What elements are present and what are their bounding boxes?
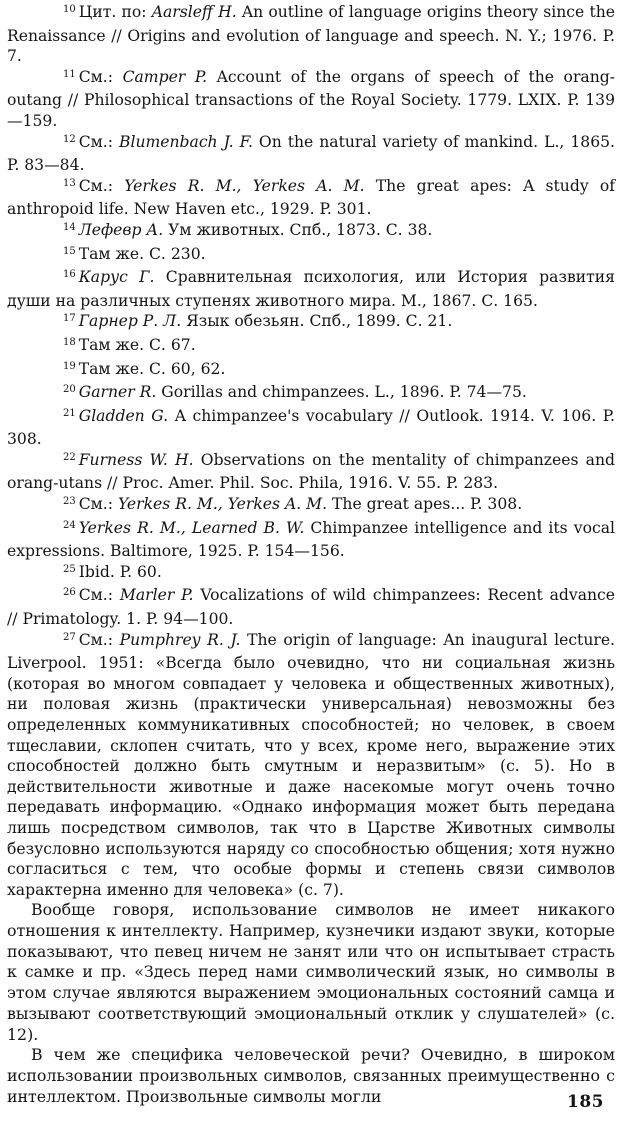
footnote-number: 20 [63, 384, 76, 396]
footnote-prefix: См.: [78, 630, 120, 649]
footnote-author: Yerkes R. M., Learned B. W. [78, 518, 305, 537]
footnote-text: The great apes: A study of anthropoid life. New Haven etc., 1929. P. 301. [7, 176, 615, 219]
footnote-text: Observations on the mentality of chimpanzees and orang-utans // Proc. Amer. Phil. Soc. Phila, 1916. V. 55. P. 283. [7, 450, 615, 493]
footnote [7, 585, 615, 629]
footnote-prefix: См.: [78, 586, 120, 605]
footnote-prefix: Цит. по: [78, 3, 152, 21]
body-paragraph: В чем же специфика человеческой речи? Очевидно, в широком использовании произвольных символов, связанных преимущественно с интеллектом. Произвольные символы могли [7, 1045, 615, 1106]
footnote-author: Camper P. [122, 67, 208, 86]
footnote-text: Там же. С. 67. [78, 335, 196, 354]
footnote-text: The great apes... P. 308. [327, 495, 523, 514]
footnote [7, 562, 615, 586]
footnote-text: Vocalizations of wild chimpanzees: Recent advance // Primatology. 1. P. 94—100. [7, 586, 616, 629]
footnote-number: 24 [63, 519, 76, 531]
footnote-text: Язык обезьян. Спб., 1899. С. 21. [181, 312, 453, 331]
footnote-prefix: См.: [78, 67, 123, 86]
footnote-author: Furness W. H. [78, 450, 194, 469]
page-text [7, 2, 615, 1107]
footnote-number: 18 [63, 336, 76, 348]
footnote-author: Карус Г. [78, 268, 155, 287]
footnote [7, 244, 615, 268]
footnote [7, 518, 615, 562]
footnote [7, 220, 615, 244]
footnote-number: 21 [63, 407, 76, 419]
footnote [7, 335, 615, 359]
footnote-author: Лефевр А. [78, 220, 164, 239]
footnote [7, 267, 615, 311]
footnote [7, 494, 615, 518]
footnote [7, 630, 615, 901]
footnote-author: Aarsleff H. [151, 3, 237, 21]
footnote-author: Marler P. [119, 586, 194, 605]
footnote-text: Gorillas and chimpanzees. L., 1896. P. 74—75. [156, 383, 527, 402]
footnote [7, 2, 615, 67]
body-paragraph: Вообще говоря, использование символов не имеет никакого отношения к интеллекту. Например, кузнечики издают звуки, которые показывают, что певец ничем не занят или что он испытывает страсть к самке и пр. «Здесь перед нами символический язык, но символы в этом случае являются выражением эмоциональных состояний самца и вызывают соответствующий эмоциональный отклик у слушателей» (с. 12). [7, 900, 615, 1044]
footnote-number: 16 [63, 269, 76, 281]
footnotes-list [7, 2, 615, 900]
footnote [7, 359, 615, 383]
footnote-prefix: См.: [78, 132, 119, 151]
footnote-author: Pumphrey R. J. [119, 630, 241, 649]
footnote-number: 25 [63, 563, 76, 575]
footnote-text: Там же. С. 230. [78, 244, 206, 263]
footnote-text: Chimpanzee intelligence and its vocal expressions. Baltimore, 1925. P. 154—156. [7, 518, 615, 561]
footnote-number: 11 [63, 68, 76, 80]
footnote-number: 12 [63, 133, 76, 145]
footnote-number: 23 [63, 496, 76, 508]
footnote-author: Blumenbach J. F. [119, 132, 253, 151]
footnote [7, 132, 615, 176]
footnote-text: The origin of language: An inaugural lecture. Liverpool. 1951: «Всегда было очевидно, что ни социальная жизнь (которая во многом совпадает у человека и общественных животных), ни половая жизнь (практически универсальная) невозможны без определенных коммуникативных способностей; но человек, в своем тщеславии, склопен считать, что у всех, кроме него, выражение этих способностей должно быть смутным и неразвитым» (с. 5). Но в действительности животные и даже насекомые могут очень точно передавать информацию. «Однако информация может быть передана лишь посредством символов, так что в Царстве Животных символы безусловно используются наряду со способностью общения; хотя нужно согласиться с тем, что особые формы и степень связи символов характерна именно для человека» (с. 7). [7, 630, 615, 899]
footnote-prefix: См.: [78, 176, 125, 195]
footnote-number: 26 [63, 587, 76, 599]
footnote-text: A chimpanzee's vocabulary // Outlook. 1914. V. 106. P. 308. [7, 406, 616, 449]
footnote-author: Yerkes R. M., Yerkes A. M. [117, 495, 328, 514]
footnote-prefix: См.: [78, 495, 118, 514]
footnote-number: 27 [63, 631, 76, 643]
main-text [7, 900, 615, 1107]
footnote-text: Ibid. P. 60. [78, 562, 162, 581]
footnote-number: 10 [63, 4, 76, 15]
footnote-author: Garner R. [78, 383, 157, 402]
footnote-number: 15 [63, 245, 76, 257]
footnote-text: Account of the organs of speech of the orang-outang // Philosophical transactions of the Royal Society. 1779. LXIX. P. 139—159. [7, 67, 615, 130]
footnote-text: Ум животных. Спб., 1873. С. 38. [163, 220, 433, 239]
footnote [7, 406, 615, 450]
footnote-number: 17 [63, 313, 76, 325]
footnote-text: Там же. С. 60, 62. [78, 359, 226, 378]
footnote [7, 450, 615, 494]
footnote-number: 14 [63, 221, 76, 233]
footnote-number: 22 [63, 451, 76, 463]
footnote [7, 311, 615, 335]
footnote-number: 19 [63, 360, 76, 372]
footnote-author: Gladden G. [78, 406, 169, 425]
footnote-number: 13 [63, 177, 76, 189]
footnote-author: Yerkes R. M., Yerkes A. M. [124, 176, 365, 195]
footnote-author: Гарнер Р. Л. [78, 312, 182, 331]
footnote [7, 67, 615, 132]
footnote-text: Сравнительная психология, или История развития души на различных ступенях животного мира. М., 1867. С. 165. [7, 268, 615, 310]
footnote [7, 382, 615, 406]
page-number: 185 [567, 1092, 604, 1112]
footnote [7, 176, 615, 220]
footnote-text: An outline of language origins theory since the Renaissance // Origins and evolution of language and speech. N. Y.; 1976. P. 7. [7, 3, 615, 66]
footnote-text: On the natural variety of mankind. L., 1865. P. 83—84. [7, 132, 616, 175]
